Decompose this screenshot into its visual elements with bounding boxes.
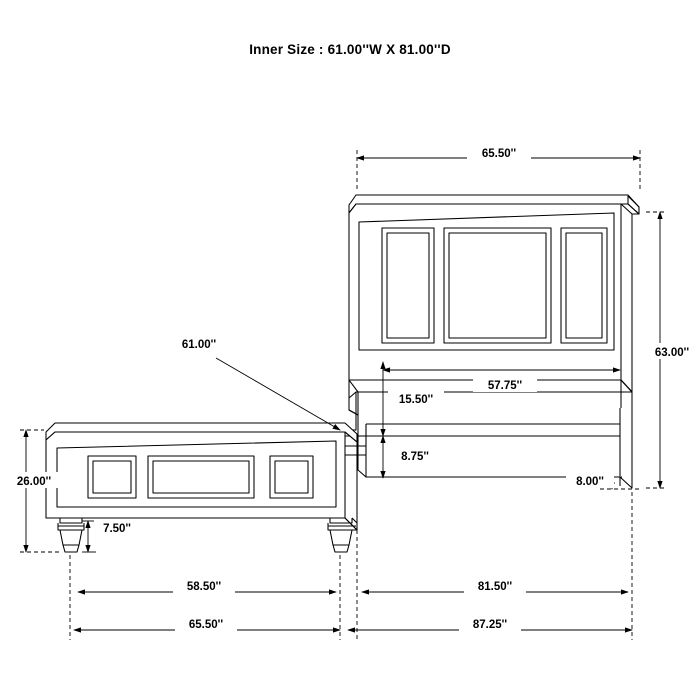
label-rail-to-deck: 15.50'' <box>398 394 434 406</box>
label-foot-post-base: 7.50'' <box>103 523 131 535</box>
label-overall-length: 87.25'' <box>472 619 508 631</box>
label-deck-height: 8.75'' <box>401 451 429 463</box>
bed-outline <box>46 195 639 552</box>
label-inner-rail-width: 57.75'' <box>487 380 523 392</box>
page-title: Inner Size : 61.00''W X 81.00''D <box>249 42 451 57</box>
label-footboard-width: 58.50'' <box>186 581 222 593</box>
label-mattress-width-callout: 61.00'' <box>181 339 217 351</box>
label-footboard-outer-width: 65.50'' <box>188 619 224 631</box>
label-side-length-inner: 81.50'' <box>477 581 513 593</box>
label-footboard-height: 26.00'' <box>16 476 52 488</box>
label-side-rail-bottom: 8.00'' <box>576 476 604 488</box>
label-headboard-height: 63.00'' <box>654 347 690 359</box>
label-headboard-width: 65.50'' <box>481 148 517 160</box>
